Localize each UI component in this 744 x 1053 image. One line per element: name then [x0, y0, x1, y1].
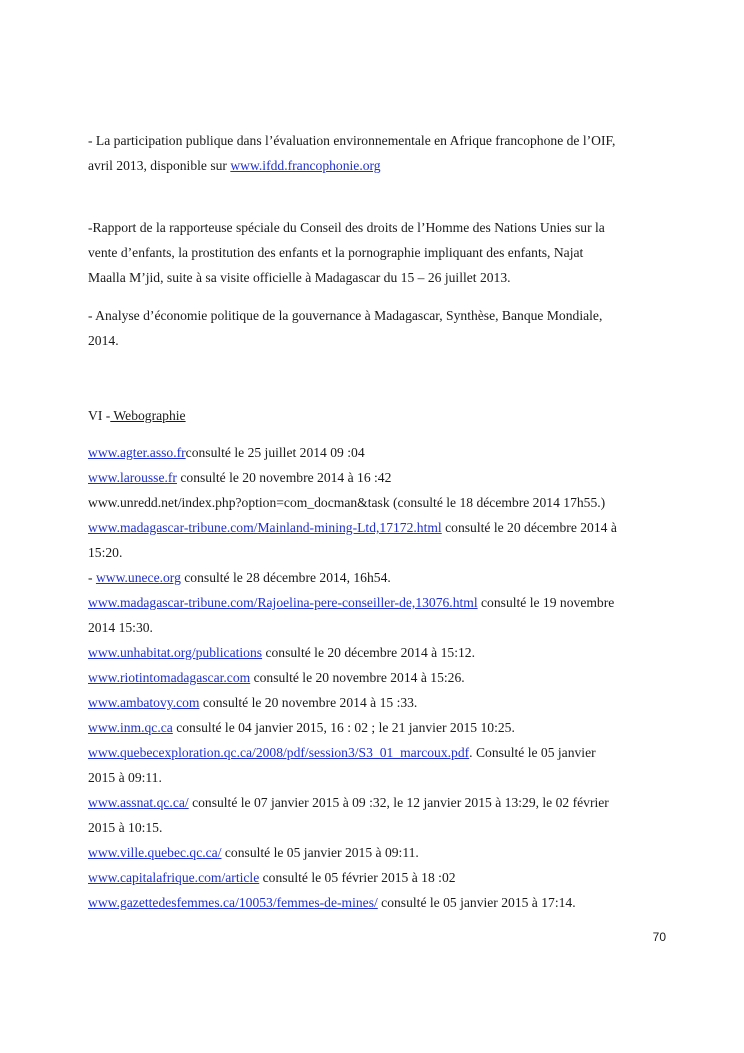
reference-oif-prefix: avril 2013, disponible sur [88, 158, 231, 173]
webography-consulted-text: consulté le 20 décembre 2014 à [441, 520, 617, 535]
webography-item-continuation: 15:20. [88, 545, 123, 560]
section-number: VI - [88, 408, 111, 423]
reference-banque-line2: 2014. [88, 333, 119, 348]
webography-item [88, 865, 660, 890]
reference-oif-line2 [88, 153, 660, 178]
webography-consulted-text: consulté le 19 novembre [477, 595, 615, 610]
webography-consulted-text: consulté le 28 décembre 2014, 16h54. [180, 570, 391, 585]
webography-item [88, 690, 660, 715]
page-number: 70 [652, 930, 666, 944]
section-heading [88, 403, 660, 428]
reference-onu-line1: -Rapport de la rapporteuse spéciale du Conseil des droits de l’Homme des Nations Unies sur la [88, 220, 605, 235]
reference-banque-mondiale [88, 303, 660, 353]
webography-consulted-text: consulté le 05 janvier 2015 à 09:11. [221, 845, 419, 860]
webography-list [88, 440, 660, 915]
reference-onu-line2: vente d’enfants, la prostitution des enfants et la pornographie impliquant des enfants, Najat [88, 245, 584, 260]
webography-item [88, 715, 660, 740]
reference-oif [88, 128, 660, 178]
webography-item [88, 665, 660, 690]
webography-consulted-text: consulté le 05 janvier 2015 à 17:14. [377, 895, 576, 910]
webography-link[interactable]: www.capitalafrique.com/article [88, 870, 260, 885]
webography-link[interactable]: www.ville.quebec.qc.ca/ [88, 845, 222, 860]
webography-item [88, 440, 660, 465]
section-title: Webographie [110, 408, 186, 423]
webography-link[interactable]: www.assnat.qc.ca/ [88, 795, 189, 810]
webography-item-continuation: 2014 15:30. [88, 620, 153, 635]
webography-consulted-text: . Consulté le 05 janvier [469, 745, 596, 760]
webography-item-continuation: 2015 à 10:15. [88, 820, 163, 835]
reference-oif-line1: - La participation publique dans l’évaluation environnementale en Afrique francophone de l’OIF, [88, 133, 616, 148]
webography-consulted-text: consulté le 25 juillet 2014 09 :04 [185, 445, 365, 460]
webography-item [88, 565, 660, 590]
webography-link[interactable]: www.riotintomadagascar.com [88, 670, 251, 685]
webography-item [88, 740, 660, 765]
webography-prefix: - [88, 570, 96, 585]
webography-consulted-text: consulté le 05 février 2015 à 18 :02 [259, 870, 456, 885]
webography-link[interactable]: www.quebecexploration.qc.ca/2008/pdf/session3/S3_01_marcoux.pdf [88, 745, 470, 760]
webography-item-continuation: 2015 à 09:11. [88, 770, 162, 785]
webography-link[interactable]: www.larousse.fr [88, 470, 177, 485]
webography-item [88, 490, 660, 515]
webography-consulted-text: consulté le 20 novembre 2014 à 16 :42 [176, 470, 392, 485]
webography-link[interactable]: www.unece.org [95, 570, 181, 585]
webography-plain-url: www.unredd.net/index.php?option=com_docman&task (consulté le 18 décembre 2014 17h55.) [88, 495, 606, 510]
webography-link[interactable]: www.madagascar-tribune.com/Rajoelina-pere-conseiller-de,13076.html [88, 595, 478, 610]
reference-onu-line3: Maalla M’jid, suite à sa visite officielle à Madagascar du 15 – 26 juillet 2013. [88, 270, 511, 285]
webography-link[interactable]: www.inm.qc.ca [88, 720, 173, 735]
reference-onu-report [88, 215, 660, 290]
webography-link[interactable]: www.ambatovy.com [88, 695, 200, 710]
reference-banque-line1: - Analyse d’économie politique de la gouvernance à Madagascar, Synthèse, Banque Mondiale, [88, 308, 603, 323]
webography-item [88, 790, 660, 815]
webography-item [88, 515, 660, 540]
webography-item [88, 840, 660, 865]
webography-consulted-text: consulté le 07 janvier 2015 à 09 :32, le 12 janvier 2015 à 13:29, le 02 février [188, 795, 609, 810]
webography-consulted-text: consulté le 20 décembre 2014 à 15:12. [262, 645, 475, 660]
webography-link[interactable]: www.agter.asso.fr [88, 445, 186, 460]
ifdd-link[interactable]: www.ifdd.francophonie.org [230, 158, 381, 173]
webography-item [88, 890, 660, 915]
webography-consulted-text: consulté le 20 novembre 2014 à 15 :33. [199, 695, 418, 710]
webography-item [88, 465, 660, 490]
webography-link[interactable]: www.madagascar-tribune.com/Mainland-mining-Ltd,17172.html [88, 520, 442, 535]
webography-link[interactable]: www.unhabitat.org/publications [88, 645, 263, 660]
webography-link[interactable]: www.gazettedesfemmes.ca/10053/femmes-de-mines/ [88, 895, 378, 910]
webography-item [88, 640, 660, 665]
webography-consulted-text: consulté le 04 janvier 2015, 16 : 02 ; le 21 janvier 2015 10:25. [172, 720, 515, 735]
webography-consulted-text: consulté le 20 novembre 2014 à 15:26. [250, 670, 465, 685]
webography-item [88, 590, 660, 615]
